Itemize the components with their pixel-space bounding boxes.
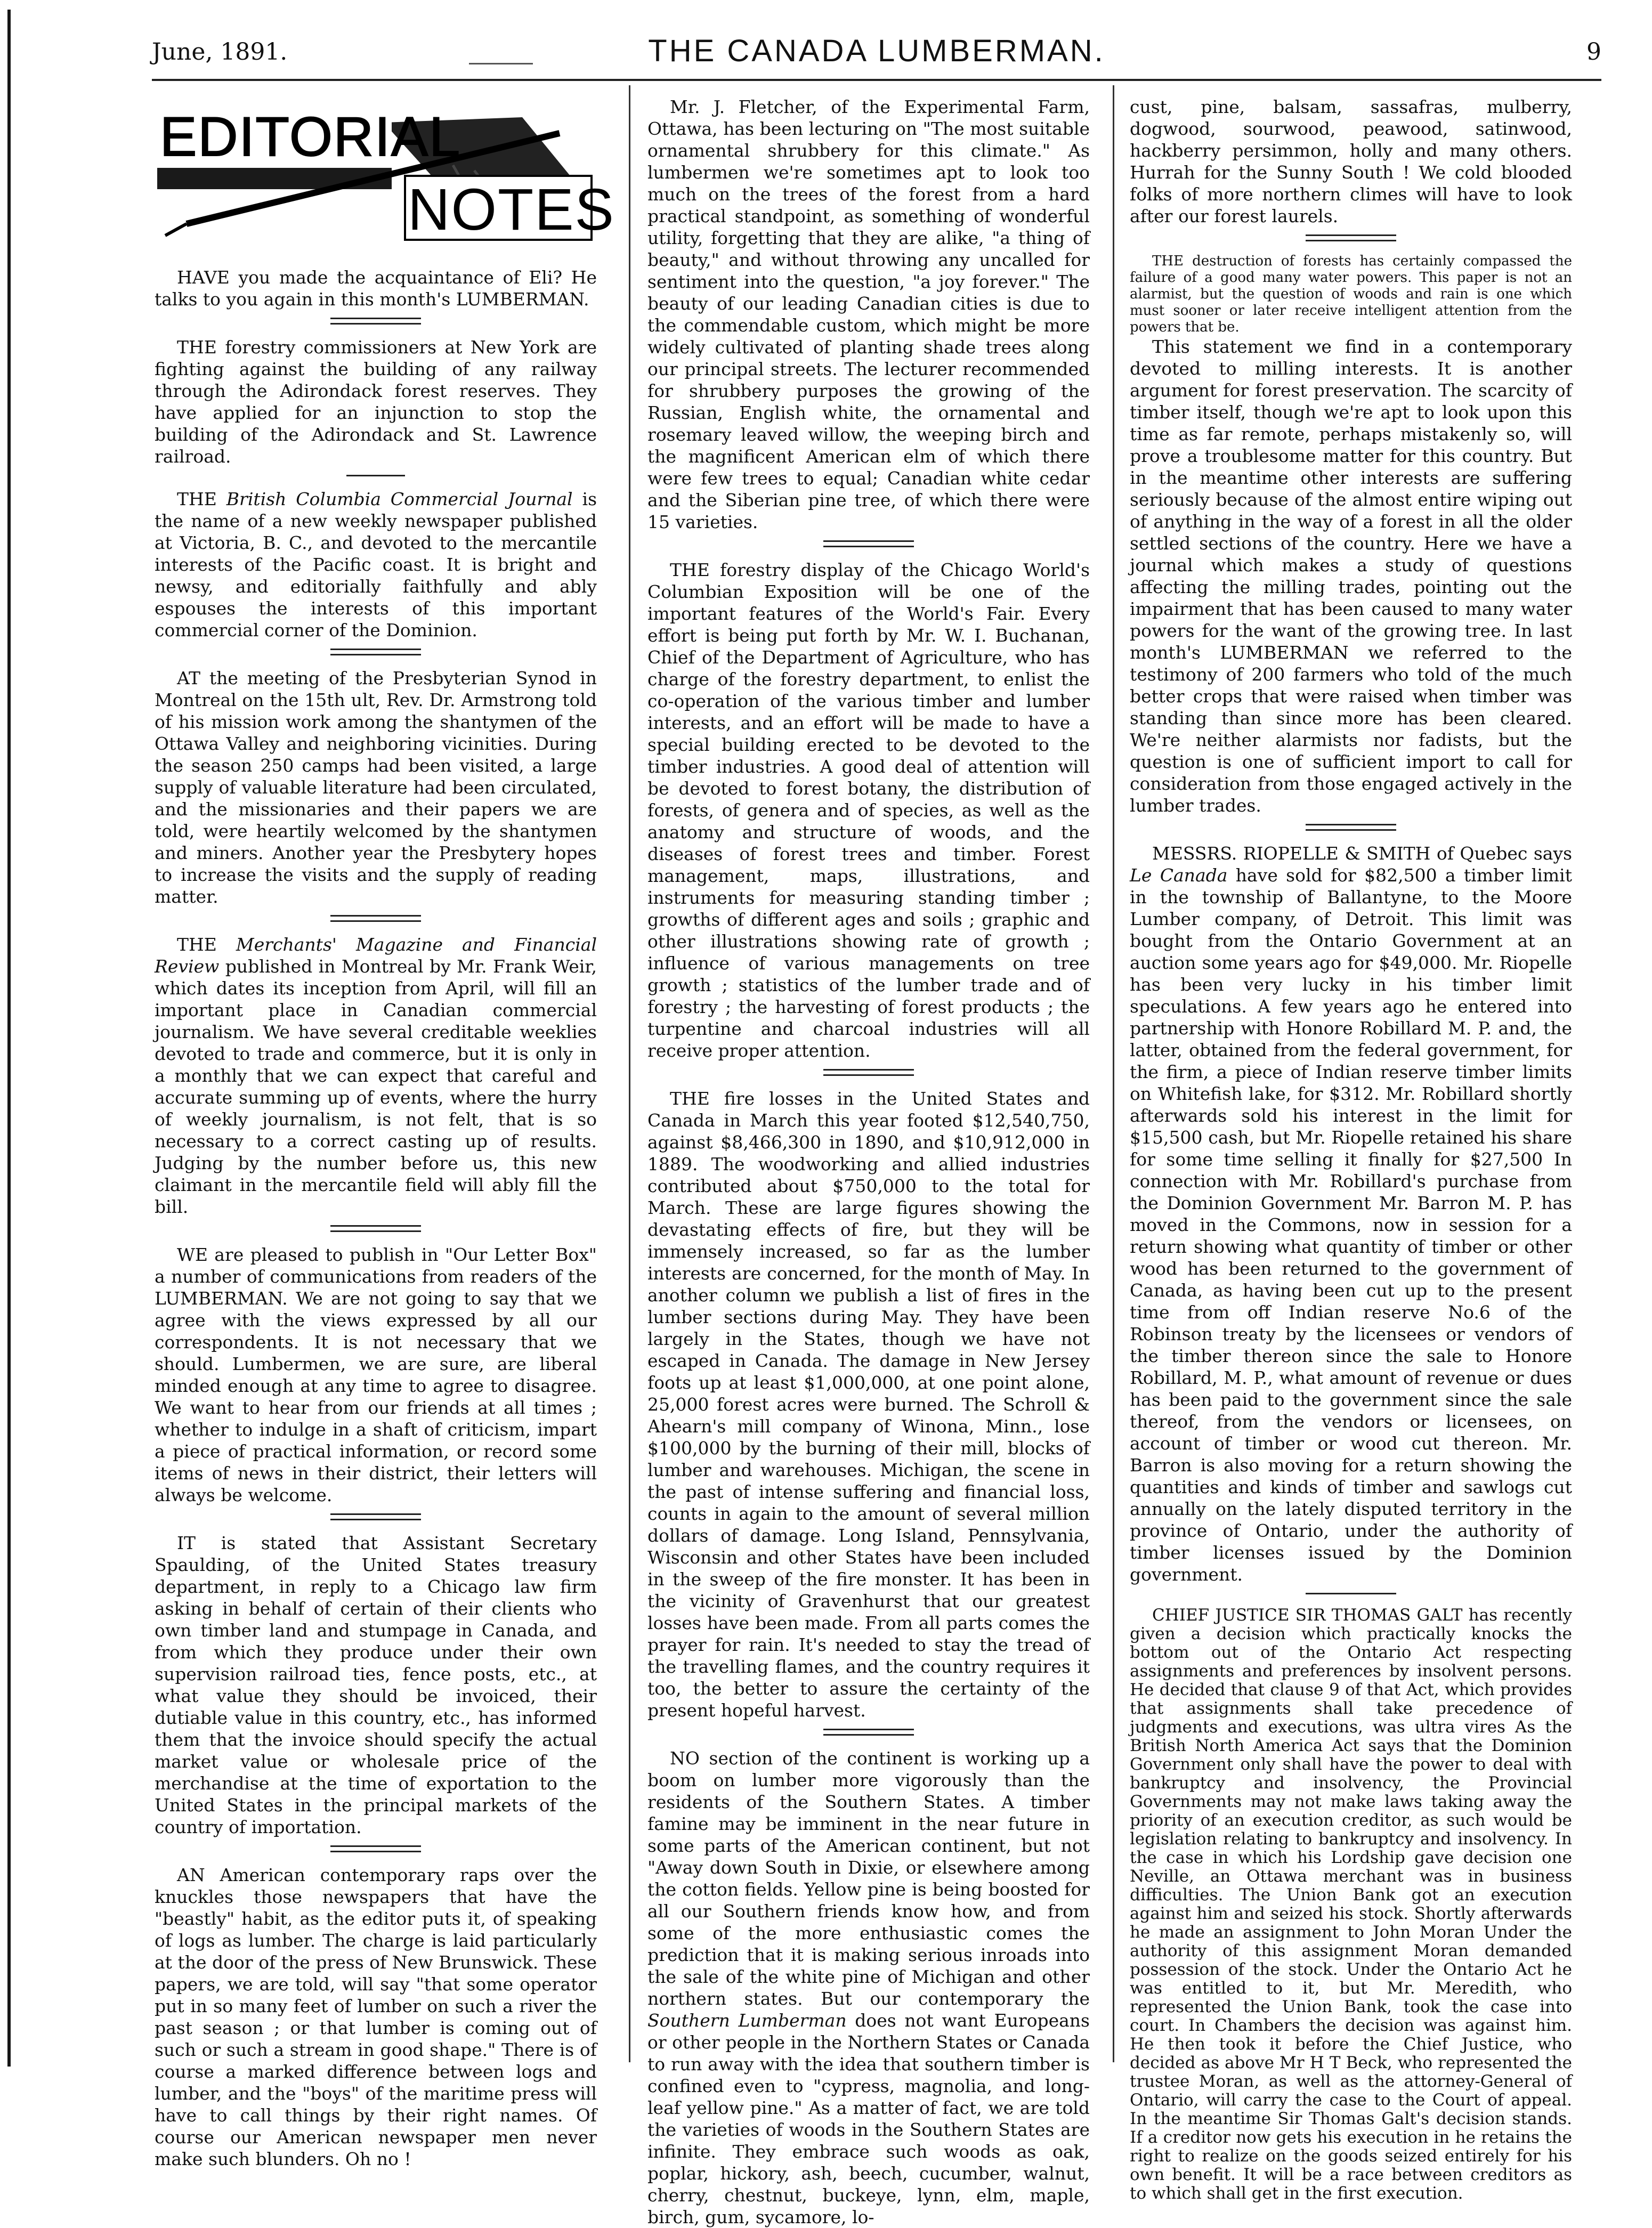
page-header xyxy=(152,33,1601,76)
divider xyxy=(330,318,421,325)
header-rule xyxy=(152,79,1601,81)
article-letter-box: WE are pleased to publish in "Our Letter Box" a number of communications from readers of the LUMBERMAN. We are not going to say that we agree with the views expressed by all our correspondents. It is not necessary that we should. Lumbermen, we are sure, are liberal minded enough at any time to agree to disagree. We want to hear from our friends at all times ; whether to indulge in a shaft of criticism, impart a piece of practical information, or record some items of news in their district, their letters will always be welcome. xyxy=(155,1244,597,1505)
header-dash xyxy=(469,63,533,64)
divider xyxy=(823,1729,914,1736)
divider xyxy=(330,649,421,655)
page-number: 9 xyxy=(1586,38,1601,66)
article-adirondack: THE forestry commissioners at New York are fighting against the building of any railway through the Adirondack forest reserves. They have applied for an injunction to stop the building of the Adirondack and St. Lawrence railroad. xyxy=(155,337,597,467)
page-edge-bar xyxy=(7,10,11,2067)
quote-water-powers: THE destruction of forests has certainly compassed the failure of a good many water powers. This paper is not an alarmist, but the question of woods and rain is one which must sooner or later receive intelligent attention from the powers that be. xyxy=(1130,253,1572,335)
article-fire-losses: THE fire losses in the United States and Canada in March this year footed $12,540,750, against $8,466,300 in 1890, and $10,912,000 in 1889. The woodworking and allied industries contributed about $750,000 to the total for March. These are large figures showing the devastating effects of fire, but they will be immensely increased, so far as the lumber interests are concerned, for the month of May. In another column we publish a list of fires in the lumber sections during May. They have been largely in the States, though we have not escaped in Canada. The damage in New Jersey foots up at least $1,000,000, at one point alone, 25,000 forest acres were burned. The Schroll & Ahearn's mill company of Winona, Minn., lose $100,000 by the burning of their mill, blocks of lumber and warehouses. Michigan, the scene in the past of intense suffering and financial loss, counts in again to the amount of several million dollars of damage. Long Island, Pennsylvania, Wisconsin and other States have been included in the sweep of the fire monster. It has been in the vicinity of Gravenhurst that our greatest losses have been made. From all parts comes the prayer for rain. It's needed to stay the tread of the travelling flames, and the country requires it too, the better to assure the certainty of the present hopeful harvest. xyxy=(647,1088,1090,1721)
column-rule-1 xyxy=(629,85,630,2062)
article-bc-journal: THE British Columbia Commercial Journal is the name of a new weekly newspaper published at Victoria, B. C., and devoted to the mercantile interests of the Pacific coast. It is bright and newsy, and editorially faithfully and ably espouses the interests of this important commercial corner of the Dominion. xyxy=(155,489,597,641)
divider xyxy=(823,540,914,547)
issue-date: June, 1891. xyxy=(152,38,288,66)
divider xyxy=(346,475,405,476)
article-southern-woods-cont: cust, pine, balsam, sassafras, mulberry, dogwood, sourwood, peawood, satinwood, hackberry persimmon, holly and many others. Hurrah for the Sunny South ! We cold blooded folks of more northern climes will have to look after our forest laurels. xyxy=(1130,96,1572,226)
article-chicago-fair: THE forestry display of the Chicago World's Columbian Exposition will be one of the important features of the World's Fair. Every effort is being put forth by Mr. W. I. Buchanan, Chief of the Department of Agriculture, who has charge of the forestry department, to enlist the co-operation of the various timber and lumber interests, and an effort will be made to have a special building erected to be devoted to the timber industries. A good deal of attention will be devoted to forest botany, the distribution of forests, of genera and of species, as well as the anatomy and structure of woods, and the diseases of forest trees and timber. Forest management, maps, illustrations, and instruments for measuring standing timber ; growths of different ages and soils ; graphic and other illustrations showing rate of growth ; influence of various managements on tree growth ; statistics of the lumber trade and of forestry ; the harvesting of forest products ; the turpentine and charcoal industries will all receive proper attention. xyxy=(647,560,1090,1061)
divider xyxy=(1306,824,1396,831)
divider xyxy=(1306,1593,1396,1594)
divider xyxy=(330,1225,421,1232)
column-2 xyxy=(647,96,1090,2228)
logo-word-notes: NOTES xyxy=(408,177,615,242)
article-spaulding: IT is stated that Assistant Secretary Spaulding, of the United States treasury department, in reply to a Chicago law firm asking in behalf of certain of their clients who own timber land and stumpage in Canada, and from which they produce under their own supervision railroad ties, fence posts, etc., at what value they should be invoiced, their dutiable value in this country, etc., has informed them that the invoice should specify the actual market value or wholesale price of the merchandise at the time of exportation to the United States in the principal markets of the country of importation. xyxy=(155,1533,597,1837)
article-riopelle-smith: MESSRS. RIOPELLE & SMITH of Quebec says Le Canada have sold for $82,500 a timber limit in the township of Ballantyne, to the Moore Lumber company, of Detroit. This limit was bought from the Ontario Government at an auction some years ago for $49,000. Mr. Riopelle has been very lucky in his timber limit speculations. A few years ago he entered into partnership with Honore Robillard M. P. and, the latter, obtained from the federal government, for the firm, a piece of Indian reserve timber limits on Whitefish lake, for $312. Mr. Robillard shortly afterwards sold his interest in the limit for $15,500 cash, but Mr. Riopelle retained his share for some time selling it finally for $27,500 In connection with Mr. Robillard's purchase from the Dominion Government Mr. Barron M. P. has moved in the Commons, now in session for a return showing what quantity of timber or other wood has been returned to the government of Canada, as having been cut up to the present time from off Indian reserve No.6 of the Robinson treaty by the licensees or vendors of the timber thereon since the sale to Honore Robillard, M. P., what amount of revenue or dues has been paid to the government since the sale thereof, from the vendors or licensees, on account of timber or wood cut thereon. Mr. Barron is also moving for a return showing the quantities and kinds of timber and sawlogs cut annually on the lately disputed territory in the province of Ontario, under the authority of timber licenses issued by the Dominion government. xyxy=(1130,843,1572,1585)
article-presbyterian-synod: AT the meeting of the Presbyterian Synod in Montreal on the 15th ult, Rev. Dr. Armstrong told of his mission work among the shantymen of the Ottawa Valley and neighboring vicinities. During the season 250 camps had been visited, a large supply of valuable literature had been circulated, and the missionaries and their papers we are told, were heartily welcomed by the shantymen and miners. Another year the Presbytery hopes to increase the visits and the supply of reading matter. xyxy=(155,668,597,907)
article-merchants-magazine: THE Merchants' Magazine and Financial Review published in Montreal by Mr. Frank Weir, which dates its inception from April, will fill an important place in Canadian commercial journalism. We have several creditable weeklies devoted to trade and commerce, but it is only in a monthly that we can expect that careful and accurate summing up of events, where the hurry of weekly journalism, is not felt, that is so necessary to a correct casting up of results. Judging by the number before us, this new claimant in the mercantile field will ably fill the bill. xyxy=(155,934,597,1217)
divider xyxy=(823,1069,914,1076)
masthead-title: THE CANADA LUMBERMAN. xyxy=(648,34,1105,68)
article-eli: HAVE you made the acquaintance of Eli? He talks to you again in this month's LUMBERMAN. xyxy=(155,267,597,310)
article-fletcher: Mr. J. Fletcher, of the Experimental Farm, Ottawa, has been lecturing on "The most suitable ornamental shrubbery for this climate." As lumbermen we're sometimes apt to look too much on the trees of the forest from a hard practical standpoint, as something of wonderful utility, forgetting that they are alike, "a thing of beauty," and without throwing any uncalled for sentiment into the question, "a joy forever." The beauty of our leading Canadian cities is due to the commendable custom, which might be more widely cultivated of planting shade trees along our principal streets. The lecturer recommended for shrubbery purposes the growing of the Russian, English white, the ornamental and rosemary leaved willow, the weeping birch and the magnificent American elm of which there were few trees to equal; Canadian white cedar and the Siberian pine tree, of which there were 15 varieties. xyxy=(647,96,1090,532)
article-forest-preservation: This statement we find in a contemporary devoted to milling interests. It is another argument for forest preservation. The scarcity of timber itself, though we're apt to look upon this time as far remote, perhaps mistakenly so, will prove a troublesome matter for this country. But in the meantime other interests are suffering seriously because of the almost entire wiping out of anything in the way of a forest in all the older settled sections of the country. Here we have a journal which makes a study of questions affecting the milling trades, pointing out the impairment that has been caused to many water powers for the want of the growing tree. In last month's LUMBERMAN we referred to the testimony of 200 farmers who told of the much better crops that were raised when timber was standing than since more has been cleared. We're neither alarmists nor fadists, but the question is one of sufficient import to call for consideration from those engaged actively in the lumber trades. xyxy=(1130,336,1572,816)
column-rule-2 xyxy=(1113,85,1114,2062)
column-1 xyxy=(155,96,615,2170)
divider xyxy=(330,1513,421,1520)
editorial-notes-logo xyxy=(155,96,615,250)
article-logs-as-lumber: AN American contemporary raps over the knuckles those newspapers that have the "beastly" habit, as the editor puts it, of speaking of logs as lumber. The charge is laid particularly at the door of the press of New Brunswick. These papers, we are told, will say "that some operator put in so many feet of lumber on such a river the past season ; or that lumber is coming out of such or such a stream in good shape." There is of course a marked difference between logs and lumber, and the "boys" of the maritime press will have to call things by their right names. Of course our American newspaper men never make such blunders. Oh no ! xyxy=(155,1865,597,2169)
divider xyxy=(330,915,421,922)
divider xyxy=(330,1845,421,1852)
article-galt-decision: CHIEF JUSTICE SIR THOMAS GALT has recently given a decision which practically knocks the bottom out of the Ontario Act respecting assignments and preferences by insolvent persons. He decided that clause 9 of that Act, which provides that assignments shall take precedence of judgments and executions, was ultra vires As the British North America Act says that the Dominion Government only shall have the power to deal with bankruptcy and insolvency, the Provincial Governments may not make laws taking away the priority of an execution creditor, as such would be legislation relating to bankruptcy and insolvency. In the case in which his Lordship gave decision one Neville, an Ottawa merchant was in business difficulties. The Union Bank got an execution against him and seized his stock. Shortly afterwards he made an assignment to John Moran Under the authority of this assignment Moran demanded possession of the stock. Under the Ontario Act he was entitled to it, but Mr. Meredith, who represented the Union Bank, took the case into court. In Chambers the decision was against him. He then took it before the Chief Justice, who decided as above Mr H T Beck, who represented the trustee Moran, as well as the attorney-General of Ontario, will carry the case to the Court of appeal. In the meantime Sir Thomas Galt's decision stands. If a creditor now gets his execution in he retains the right to realize on the goods seized entirely for his own benefit. It will be a race between creditors as to which shall get in the first execution. xyxy=(1130,1606,1572,2203)
article-southern-boom: NO section of the continent is working up a boom on lumber more vigorously than the residents of the Southern States. A timber famine may be imminent in the near future in some parts of the American continent, but not "Away down South in Dixie, or elsewhere among the cotton fields. Yellow pine is being boosted for all our Southern friends know how, and from some of the more enthusiastic comes the prediction that it is making serious inroads into the sale of the white pine of Michigan and other northern states. But our contemporary the Southern Lumberman does not want Europeans or other people in the Northern States or Canada to run away with the idea that southern timber is confined even to "cypress, magnolia, and long-leaf yellow pine." As a matter of fact, we are told the varieties of woods in the Southern States are infinite. They embrace such woods as oak, poplar, hickory, ash, beech, cucumber, walnut, cherry, chestnut, buckeye, lynn, elm, maple, birch, gum, sycamore, lo- xyxy=(647,1748,1090,2227)
column-3 xyxy=(1130,96,1572,2203)
divider xyxy=(1306,234,1396,241)
logo-word-editorial: EDITORIAL xyxy=(160,106,461,168)
